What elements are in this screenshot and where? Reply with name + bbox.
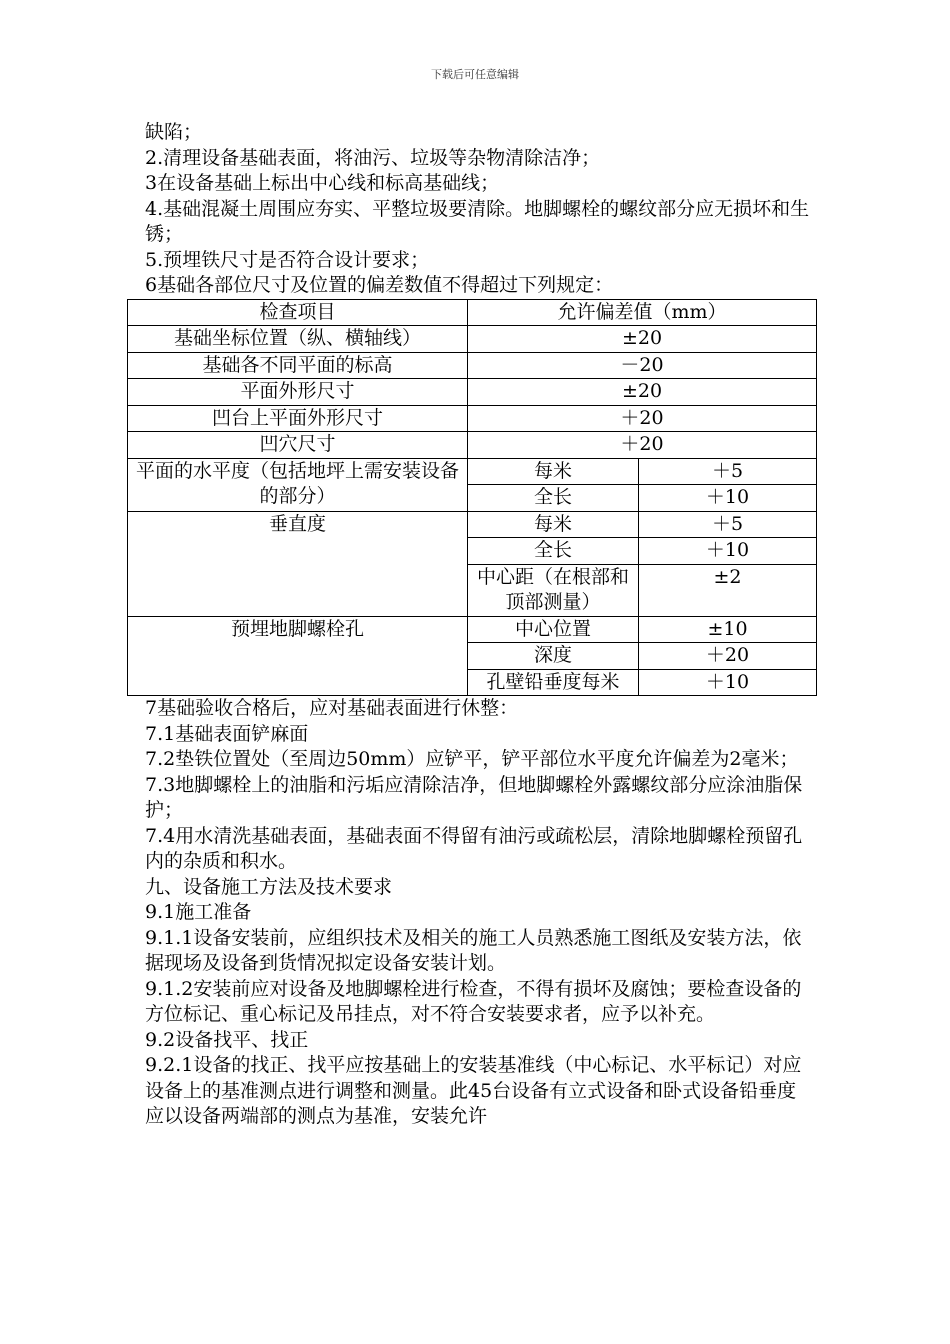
sub-cell: 每米 — [468, 458, 639, 485]
value-cell: ±2 — [639, 564, 817, 616]
header-item: 检查项目 — [128, 299, 468, 326]
sub-cell: 全长 — [468, 485, 639, 512]
table-row — [128, 616, 817, 643]
item-cell: 凹穴尺寸 — [128, 432, 468, 459]
paragraph: 7.2垫铁位置处（至周边50mm）应铲平，铲平部位水平度允许偏差为2毫米； — [145, 748, 799, 770]
item-cell: 凹台上平面外形尺寸 — [128, 405, 468, 432]
subsection-heading: 9.1施工准备 — [145, 901, 252, 923]
table-row — [128, 432, 817, 459]
table-row — [128, 352, 817, 379]
table-row — [128, 511, 817, 538]
subsection-heading: 9.2设备找平、找正 — [145, 1028, 309, 1051]
item-cell: 基础坐标位置（纵、横轴线） — [128, 326, 468, 353]
sub-cell: 每米 — [468, 511, 639, 538]
sub-cell: 中心位置 — [468, 616, 639, 643]
paragraph: 6基础各部位尺寸及位置的偏差数值不得超过下列规定： — [145, 274, 614, 296]
header-value: 允许偏差值（mm） — [468, 299, 817, 326]
table-row — [128, 326, 817, 353]
tolerance-table — [127, 299, 817, 697]
paragraph: 4.基础混凝土周围应夯实、平整垃圾要清除。地脚螺栓的螺纹部分应无损坏和生锈； — [145, 197, 810, 245]
paragraph: 2.清理设备基础表面，将油污、垃圾等杂物清除洁净； — [145, 146, 601, 169]
value-cell: ＋20 — [468, 432, 817, 459]
paragraph: 7.1基础表面铲麻面 — [145, 722, 309, 745]
document-body — [135, 120, 815, 1130]
page-header-note: 下载后可任意编辑 — [431, 68, 519, 81]
paragraph: 5.预埋铁尺寸是否符合设计要求； — [145, 248, 430, 271]
value-cell: ±20 — [468, 379, 817, 406]
item-cell: 预埋地脚螺栓孔 — [128, 616, 468, 696]
value-cell: ±20 — [468, 326, 817, 353]
table-row — [128, 405, 817, 432]
sub-cell: 深度 — [468, 643, 639, 670]
paragraph: 7.4用水清洗基础表面，基础表面不得留有油污或疏松层，清除地脚螺栓预留孔内的杂质和积水。 — [145, 824, 803, 872]
item-cell: 垂直度 — [128, 511, 468, 616]
value-cell: ±10 — [639, 616, 817, 643]
sub-cell: 中心距（在根部和顶部测量） — [468, 564, 639, 616]
paragraph: 7基础验收合格后，应对基础表面进行休整： — [145, 697, 519, 719]
table-header-row — [128, 299, 817, 326]
value-cell: ＋5 — [639, 511, 817, 538]
section-heading: 九、设备施工方法及技术要求 — [145, 875, 393, 898]
paragraph: 缺陷； — [145, 121, 203, 143]
paragraph: 3在设备基础上标出中心线和标高基础线； — [145, 172, 500, 194]
item-cell: 平面外形尺寸 — [128, 379, 468, 406]
value-cell: ＋5 — [639, 458, 817, 485]
value-cell: ＋10 — [639, 669, 817, 696]
item-cell: 平面的水平度（包括地坪上需安装设备的部分） — [128, 458, 468, 511]
value-cell: ＋20 — [639, 643, 817, 670]
table-row — [128, 458, 817, 485]
value-cell: ＋10 — [639, 485, 817, 512]
item-cell: 基础各不同平面的标高 — [128, 352, 468, 379]
sub-cell: 全长 — [468, 538, 639, 565]
paragraph: 9.1.2安装前应对设备及地脚螺栓进行检查，不得有损坏及腐蚀；要检查设备的方位标记、重心标记及吊挂点，对不符合安装要求者，应予以补充。 — [145, 977, 802, 1025]
table-row — [128, 379, 817, 406]
value-cell: ＋10 — [639, 538, 817, 565]
paragraph: 9.2.1设备的找正、找平应按基础上的安装基准线（中心标记、水平标记）对应设备上的基准测点进行调整和测量。此45台设备有立式设备和卧式设备铅垂度应以设备两端部的测点为基准，安装允许 — [145, 1054, 802, 1127]
value-cell: －20 — [468, 352, 817, 379]
paragraph: 7.3地脚螺栓上的油脂和污垢应清除洁净，但地脚螺栓外露螺纹部分应涂油脂保护； — [145, 773, 803, 821]
paragraph: 9.1.1设备安装前，应组织技术及相关的施工人员熟悉施工图纸及安装方法，依据现场及设备到货情况拟定设备安装计划。 — [145, 926, 802, 974]
value-cell: ＋20 — [468, 405, 817, 432]
sub-cell: 孔壁铅垂度每米 — [468, 669, 639, 696]
